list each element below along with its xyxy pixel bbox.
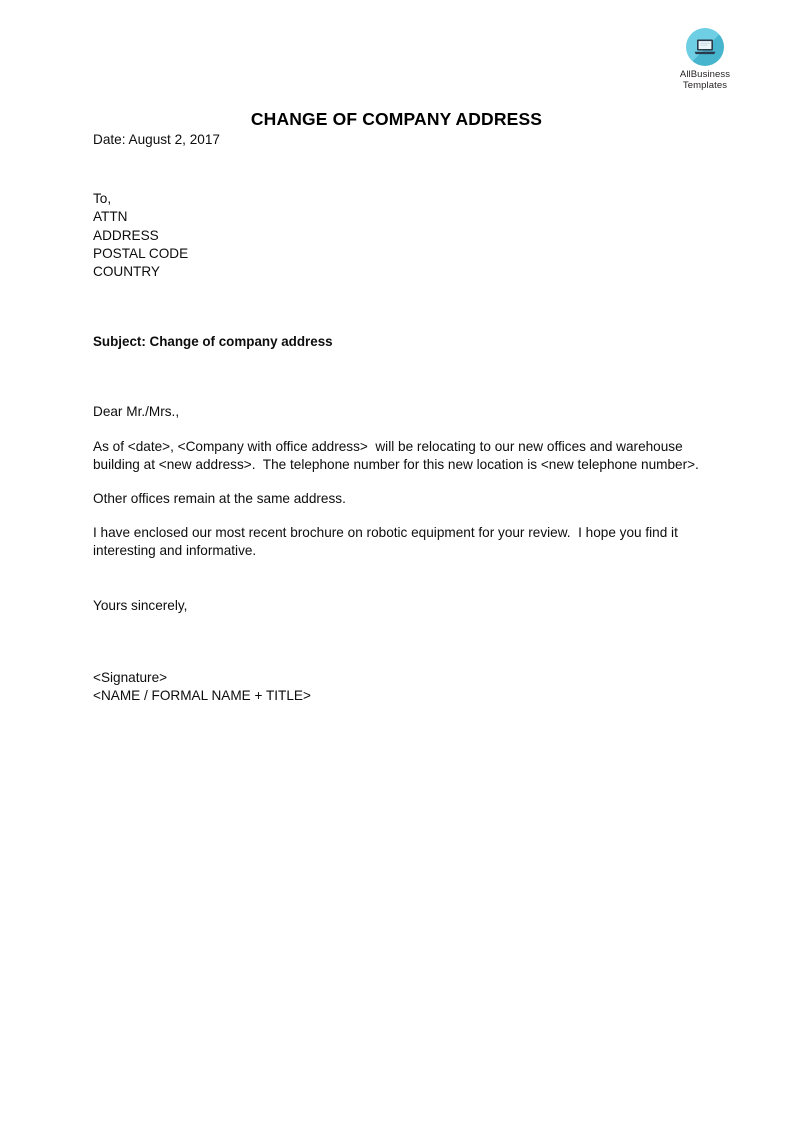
subject-line: Subject: Change of company address <box>93 334 333 350</box>
letter-body <box>93 131 705 705</box>
brand-logo <box>662 28 748 91</box>
logo-wordmark-line-1: AllBusiness <box>679 69 731 80</box>
recipient-address-block <box>93 149 705 281</box>
logo-circle <box>686 28 724 66</box>
page-title: CHANGE OF COMPANY ADDRESS <box>250 108 543 129</box>
logo-wordmark-line-2: Templates <box>682 80 728 91</box>
recipient-line: COUNTRY <box>93 264 160 280</box>
signature-block <box>93 615 705 705</box>
recipient-line: ADDRESS <box>93 227 159 243</box>
closing-line: Yours sincerely, <box>93 597 188 613</box>
recipient-line: POSTAL CODE <box>93 245 189 261</box>
body-paragraph: Other offices remain at the same address. <box>93 491 346 507</box>
date-line: Date: August 2, 2017 <box>93 132 220 147</box>
body-paragraph: As of <date>, <Company with office address> will be relocating to our new offices and warehouse building at <new address>. The telephone number for this new location is <new telephone number>. <box>93 438 699 472</box>
signature-placeholder: <Signature> <box>93 669 168 685</box>
recipient-line: To, <box>93 191 112 207</box>
logo-wordmark <box>662 69 748 91</box>
body-paragraph: I have enclosed our most recent brochure on robotic equipment for your review. I hope you find it interesting and informative. <box>93 525 682 559</box>
recipient-line: ATTN <box>93 209 128 225</box>
signature-name-placeholder: <NAME / FORMAL NAME + TITLE> <box>93 688 311 704</box>
salutation-line: Dear Mr./Mrs., <box>93 404 180 420</box>
laptop-icon <box>694 39 716 56</box>
